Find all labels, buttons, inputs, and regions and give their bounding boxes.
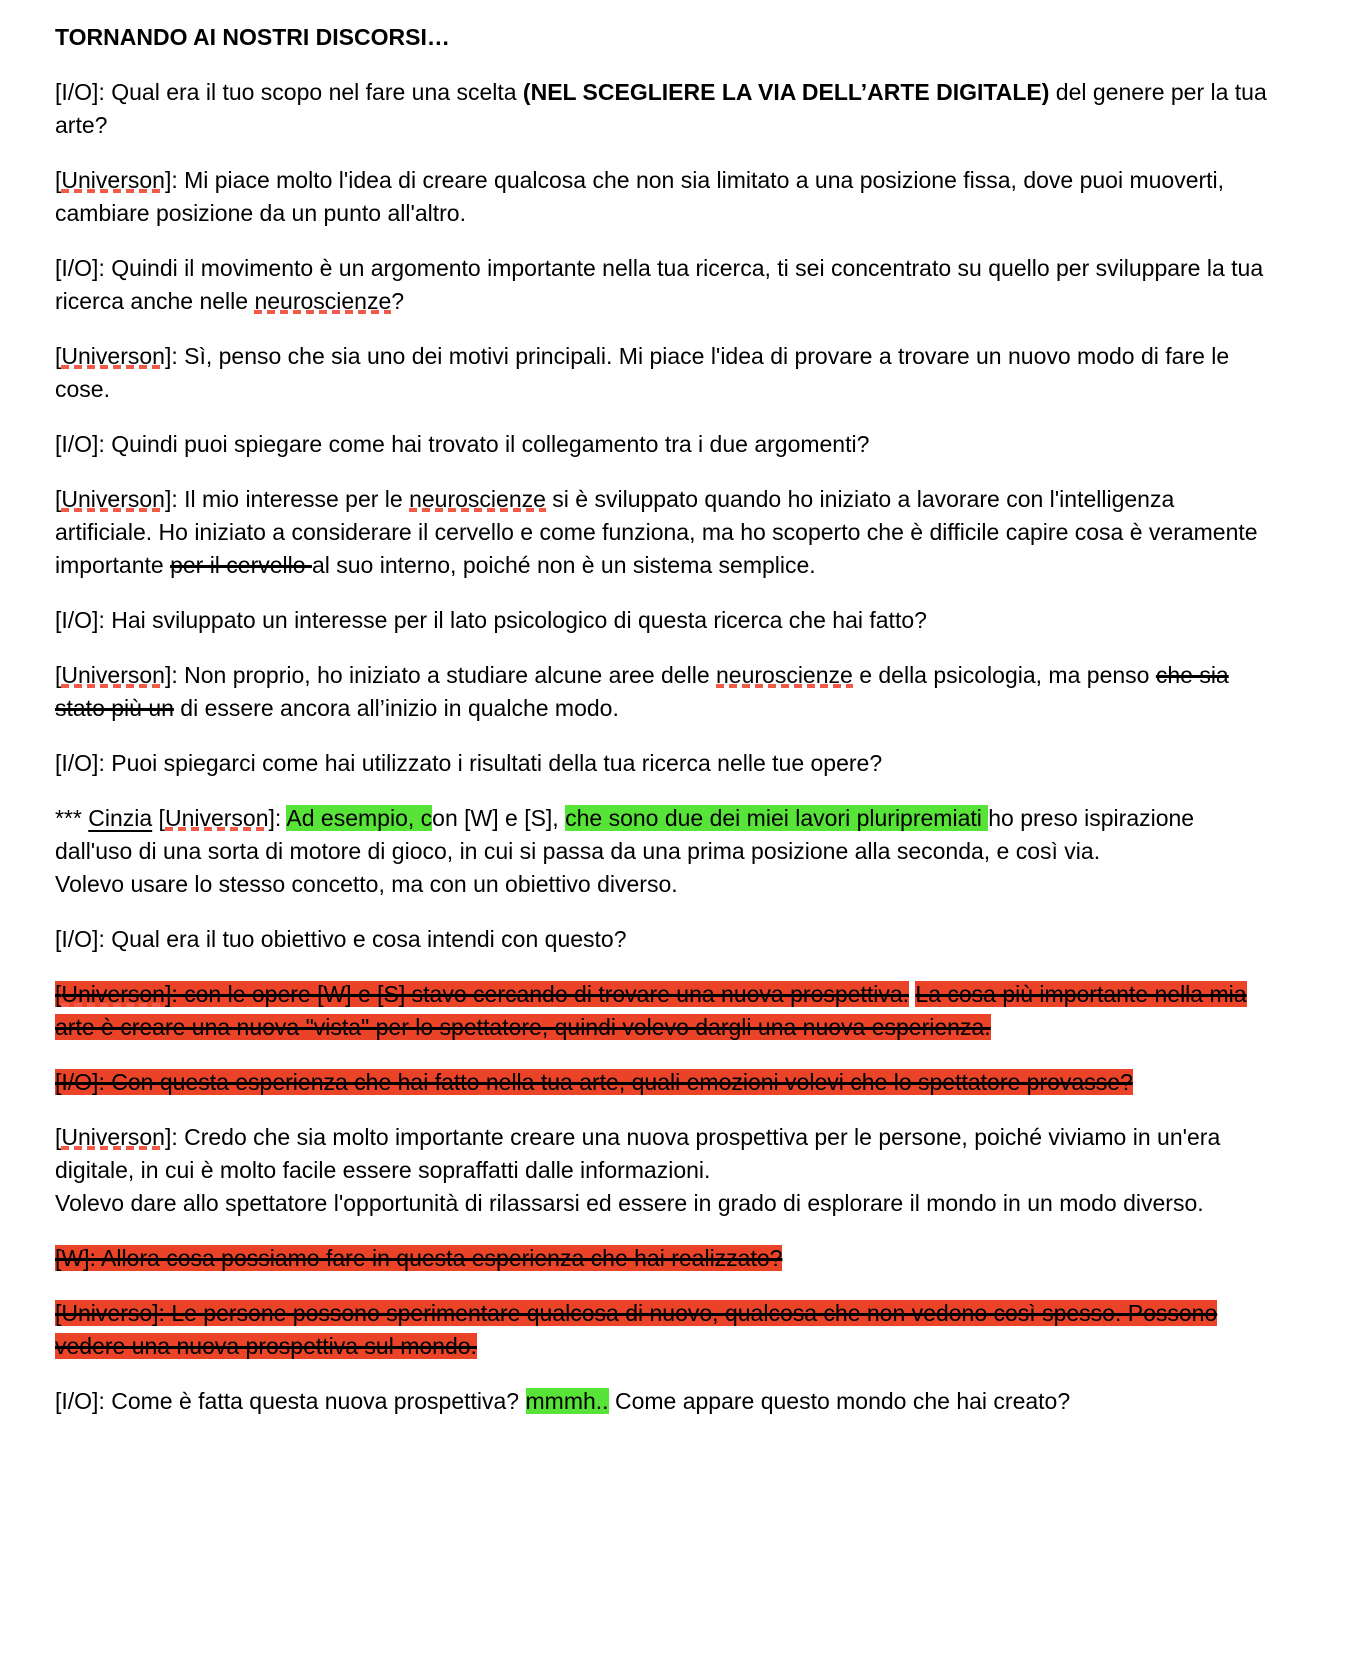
text-run: per il cervello [170, 552, 312, 578]
paragraph-universon-answer-1[interactable] [55, 164, 1273, 230]
text-run: [Universo]: Le persone possono sperimentare qualcosa di nuovo, qualcosa che non vedono così spesso. Possono vedere una nuova prospettiva sul mondo. [55, 1300, 1218, 1359]
text-run: [ [55, 662, 62, 688]
paragraph-io-question-1[interactable] [55, 76, 1273, 142]
text-run: di essere ancora all’inizio in qualche modo. [173, 695, 619, 721]
text-run: neuroscienze [254, 288, 392, 314]
text-run: del genere per la tua arte? [55, 79, 1267, 138]
text-run: Cinzia [88, 805, 153, 831]
text-run: [I/O]: Quindi puoi spiegare come hai trovato il collegamento tra i due argomenti? [55, 431, 870, 457]
text-run: Universon [61, 343, 165, 369]
paragraph-universon-answer-3[interactable] [55, 483, 1273, 582]
text-run: [ [152, 805, 165, 831]
paragraph-io-question-5[interactable] [55, 747, 1273, 780]
text-run: [ [55, 1124, 62, 1150]
text-run: [I/O]: Qual era il tuo scopo nel fare una scelta [55, 79, 523, 105]
text-run: ]: Il mio interesse per le [164, 486, 410, 512]
text-run: ]: Sì, penso che sia uno dei motivi principali. Mi piace l'idea di provare a trovare un nuovo modo di fare le cose. [55, 343, 1230, 402]
text-run: ]: con le opere [W] e [S] stavo cercando di trovare una nuova prospettiva. [164, 981, 910, 1007]
text-run: si è sviluppato quando ho iniziato a lavorare con l'intelligenza artificiale. Ho iniziato a considerare il cervello e come funziona, ma ho scoperto che è difficile capire cosa è veramente importante [55, 486, 1258, 578]
text-run: Come appare questo mondo che hai creato? [608, 1388, 1071, 1414]
text-run: neuroscienze [716, 662, 853, 688]
text-run: Universon [61, 981, 165, 1007]
text-run: Universon [61, 1124, 165, 1150]
text-run: La cosa più importante nella mia arte è creare una nuova "vista" per lo spettatore, quindi volevo dargli una nuova esperienza. [55, 981, 1247, 1040]
text-run: che sia stato più un [55, 662, 1229, 721]
text-run: ]: Credo che sia molto importante creare una nuova prospettiva per le persone, poiché viviamo in un'era digitale, in cui è molto facile essere sopraffatti dalle informazioni. [55, 1124, 1221, 1183]
text-run: [ [55, 486, 62, 512]
text-run: ]: Mi piace molto l'idea di creare qualcosa che non sia limitato a una posizione fissa, dove puoi muoverti, cambiare posizione da un punto all'altro. [55, 167, 1225, 226]
text-run: [I/O]: Qual era il tuo obiettivo e cosa intendi con questo? [55, 926, 627, 952]
text-run: [I/O]: Come è fatta questa nuova prospettiva? [55, 1388, 526, 1414]
text-run: Universon [164, 805, 269, 831]
text-run: neuroscienze [409, 486, 546, 512]
text-run: ? [391, 288, 405, 314]
text-run: Universon [61, 167, 165, 193]
paragraph-universon-answer-4[interactable] [55, 659, 1273, 725]
text-run: TORNANDO AI NOSTRI DISCORSI… [55, 24, 450, 50]
paragraph-universon-answer-2[interactable] [55, 340, 1273, 406]
paragraph-io-question-deleted[interactable] [55, 1066, 1273, 1099]
paragraph-io-question-2[interactable] [55, 252, 1273, 318]
text-run: Universon [61, 486, 165, 512]
paragraph-cinzia-universon-answer[interactable] [55, 802, 1273, 901]
text-run: [ [55, 981, 62, 1007]
paragraph-w-question-deleted[interactable] [55, 1242, 1273, 1275]
text-run: Volevo usare lo stesso concetto, ma con un obiettivo diverso. [55, 871, 678, 897]
text-run: *** [55, 805, 89, 831]
paragraph-title[interactable] [55, 21, 1273, 54]
text-run: Universon [61, 662, 165, 688]
text-run: ]: Non proprio, ho iniziato a studiare alcune aree delle [164, 662, 716, 688]
paragraph-io-question-4[interactable] [55, 604, 1273, 637]
text-run: ho preso ispirazione dall'uso di una sorta di motore di gioco, in cui si passa da una prima posizione alla seconda, e così via. [55, 805, 1195, 864]
text-run: [I/O]: Hai sviluppato un interesse per il lato psicologico di questa ricerca che hai fatto? [55, 607, 927, 633]
paragraph-universon-answer-deleted-1[interactable] [55, 978, 1273, 1044]
text-run: Volevo dare allo spettatore l'opportunità di rilassarsi ed essere in grado di esplorare il mondo in un modo diverso. [55, 1190, 1204, 1216]
text-run: al suo interno, poiché non è un sistema semplice. [311, 552, 816, 578]
text-run: [I/O]: Quindi il movimento è un argomento importante nella tua ricerca, ti sei concentrato su quello per sviluppare la tua ricerca anche nelle [55, 255, 1264, 314]
text-run: [W]: Allora cosa possiamo fare in questa esperienza che hai realizzato? [55, 1245, 783, 1271]
paragraph-io-question-6[interactable] [55, 923, 1273, 956]
paragraph-io-question-3[interactable] [55, 428, 1273, 461]
paragraph-universo-answer-deleted[interactable] [55, 1297, 1273, 1363]
text-run: e della psicologia, ma penso [852, 662, 1156, 688]
paragraph-io-question-7[interactable] [55, 1385, 1273, 1418]
text-run: ]: [268, 805, 287, 831]
text-run: [I/O]: Con questa esperienza che hai fatto nella tua arte, quali emozioni volevi che lo spettatore provasse? [55, 1069, 1133, 1095]
text-run: che sono due dei miei lavori pluripremiati [565, 805, 989, 831]
text-run: Ad esempio, c [286, 805, 433, 831]
text-run: [I/O]: Puoi spiegarci come hai utilizzato i risultati della tua ricerca nelle tue opere? [55, 750, 883, 776]
paragraph-universon-answer-5[interactable] [55, 1121, 1273, 1220]
text-run: [ [55, 167, 62, 193]
text-run: on [W] e [S], [432, 805, 566, 831]
text-run: mmmh.. [525, 1388, 609, 1414]
text-run: [ [55, 343, 62, 369]
text-run: (NEL SCEGLIERE LA VIA DELL’ARTE DIGITALE) [522, 79, 1050, 105]
